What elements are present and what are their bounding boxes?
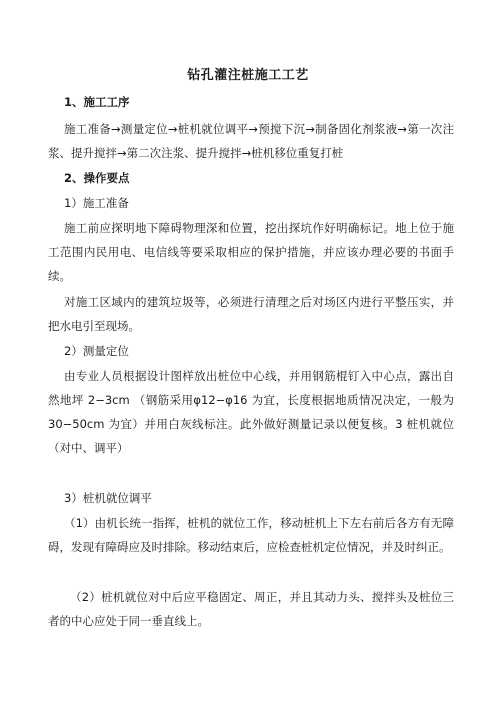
subheading-preparation: 1）施工准备	[64, 196, 129, 210]
document-title: 钻孔灌注桩施工工艺	[187, 68, 309, 83]
paragraph-survey: 由专业人员根据设计图样放出桩位中心线，并用钢筋棍钉入中心点，露出自然地坪 2−3cm （钢筋采用φ12−φ16 为宜，长度根据地质情况决定，一般为 30−50cm 为宜）并用白灰线标注。此外做好测量记录以便复核。3 桩机就位（对中、调平）	[48, 369, 454, 455]
section-heading-2: 2、操作要点	[64, 171, 130, 185]
paragraph-rig-1: （1）由机长统一指挥，桩机的就位工作，移动桩机上下左右前后各方有无障碍，发现有障碍应及时排除。移动结束后，应检查桩机定位情况，并及时纠正。	[48, 516, 454, 554]
section-heading-1: 1、施工工序	[64, 95, 130, 109]
paragraph-preparation-1: 施工前应探明地下障碍物理深和位置，挖出探坑作好明确标记。地上位于施工范围内民用电、电信线等要采取相应的保护措施，并应该办理必要的书面手续。	[48, 221, 454, 283]
process-steps-paragraph: 施工准备→测量定位→桩机就位调平→预搅下沉→制备固化剂浆液→第一次注浆、提升搅拌→第二次注浆、提升搅拌→桩机移位重复打桩	[48, 122, 454, 160]
paragraph-preparation-2: 对施工区域内的建筑垃圾等，必须进行清理之后对场区内进行平整压实，并把水电引至现场。	[48, 295, 454, 333]
subheading-rig-positioning: 3）桩机就位调平	[64, 491, 152, 505]
subheading-survey: 2）测量定位	[64, 344, 129, 358]
paragraph-rig-2: （2）桩机就位对中后应平稳固定、周正，并且其动力头、搅拌头及桩位三者的中心应处于同一垂直线上。	[48, 590, 454, 628]
